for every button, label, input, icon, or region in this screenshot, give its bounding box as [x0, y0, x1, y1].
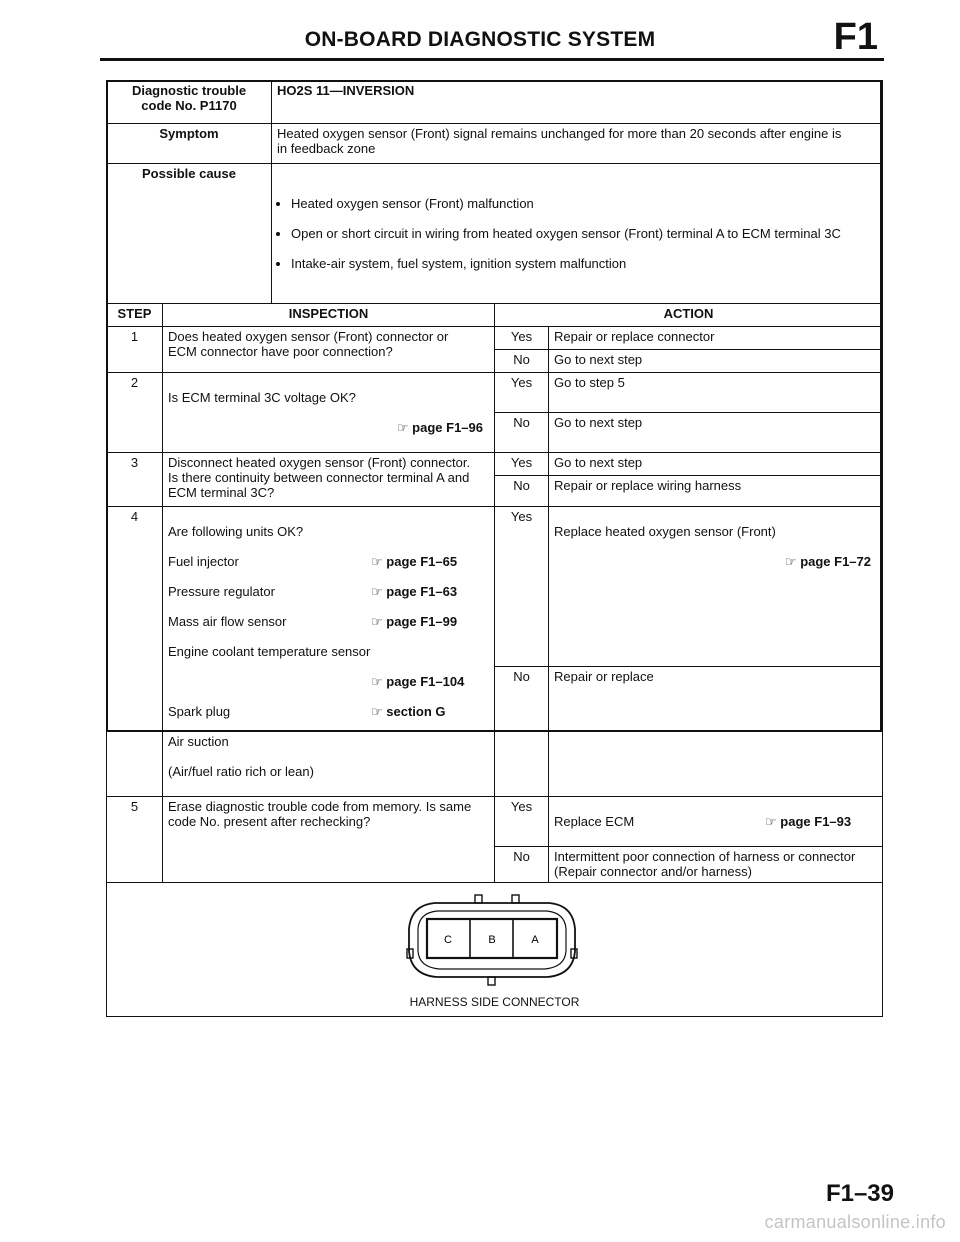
reference-text: page F1–96 — [412, 420, 483, 435]
no-label: No — [495, 350, 549, 373]
terminal-a-label: A — [531, 934, 539, 946]
yes-label: Yes — [495, 373, 549, 413]
cause-item: • Intake-air system, fuel system, ignition system malfunction — [291, 256, 877, 271]
reference-text: page F1–93 — [780, 814, 852, 829]
inspection-text: Are following units OK? — [168, 524, 304, 539]
reference-icon: ☞ — [371, 554, 383, 569]
reference-icon: ☞ — [371, 674, 383, 689]
reference-icon: ☞ — [371, 614, 383, 629]
yes-action: Replace ECM — [554, 814, 635, 829]
no-label: No — [495, 476, 549, 507]
step-number: 1 — [107, 327, 163, 373]
no-label: No — [495, 413, 549, 453]
inspection-text: Erase diagnostic trouble code from memory. Is same code No. present after rechecking? — [163, 797, 495, 883]
header-rule — [100, 58, 884, 61]
yes-action-line — [554, 814, 877, 829]
reference-text: page F1–99 — [386, 614, 458, 629]
step-row — [107, 797, 883, 847]
reference-icon: ☞ — [396, 420, 409, 435]
step-column-header: STEP — [107, 304, 163, 327]
reference-icon: ☞ — [784, 554, 797, 569]
lock-tab — [475, 895, 482, 903]
page-title: ON-BOARD DIAGNOSTIC SYSTEM — [304, 28, 656, 51]
no-action: Go to next step — [549, 350, 883, 373]
inspection-text: Disconnect heated oxygen sensor (Front) connector. Is there continuity between connector terminal A and ECM terminal 3C? — [163, 453, 495, 507]
yes-label: Yes — [495, 453, 549, 476]
possible-cause-label: Possible cause — [107, 164, 272, 304]
watermark-url: carmanualsonline.info — [764, 1212, 946, 1232]
yes-action: Go to step 5 — [549, 373, 883, 413]
unit-name: (Air/fuel ratio rich or lean) — [168, 764, 314, 779]
bottom-tab — [488, 977, 495, 985]
yes-action: Repair or replace connector — [549, 327, 883, 350]
reference-icon: ☞ — [371, 704, 383, 719]
reference-icon: ☞ — [371, 584, 383, 599]
unit-name: Engine coolant temperature sensor — [168, 644, 371, 659]
no-label: No — [495, 667, 549, 797]
table-outer-frame — [106, 80, 882, 732]
no-label: No — [495, 847, 549, 883]
unit-name: Spark plug — [168, 704, 231, 719]
dtc-value: HO2S 11—INVERSION — [272, 81, 883, 124]
inspection-text: Does heated oxygen sensor (Front) connector or ECM connector have poor connection? — [163, 327, 495, 373]
yes-label: Yes — [495, 507, 549, 667]
connector-diagram-cell — [107, 883, 883, 1017]
step-number: 4 — [107, 507, 163, 797]
step-number: 5 — [107, 797, 163, 883]
yes-action-cell — [549, 797, 883, 847]
page-number: F1–39 — [825, 1180, 894, 1207]
unit-name: Air suction — [168, 734, 229, 749]
reference-text: page F1–104 — [386, 674, 465, 689]
symptom-value: Heated oxygen sensor (Front) signal remains unchanged for more than 20 seconds after engine is in feedback zone — [272, 124, 883, 164]
reference-icon: ☞ — [765, 814, 777, 829]
no-action: Go to next step — [549, 413, 883, 453]
reference-text: section G — [386, 704, 446, 719]
terminal-c-label: C — [444, 934, 452, 946]
unit-name: Pressure regulator — [168, 584, 275, 599]
cause-item: • Open or short circuit in wiring from heated oxygen sensor (Front) terminal A to ECM terminal 3C — [291, 226, 877, 241]
yes-action: Replace heated oxygen sensor (Front) — [554, 524, 776, 539]
harness-connector-diagram — [397, 889, 587, 993]
connector-diagram-row — [107, 883, 883, 1017]
lock-tab — [512, 895, 519, 903]
action-column-header: ACTION — [495, 304, 883, 327]
inspection-text: Is ECM terminal 3C voltage OK? — [168, 390, 356, 405]
no-action: Intermittent poor connection of harness or connector (Repair connector and/or harness) — [549, 847, 883, 883]
no-action: Repair or replace wiring harness — [549, 476, 883, 507]
symptom-label: Symptom — [107, 124, 272, 164]
step-number: 3 — [107, 453, 163, 507]
yes-label: Yes — [495, 327, 549, 350]
terminal-b-label: B — [488, 934, 496, 946]
connector-caption: HARNESS SIDE CONNECTOR — [409, 995, 580, 1009]
inspection-column-header: INSPECTION — [163, 304, 495, 327]
cause-item: • Heated oxygen sensor (Front) malfunction — [291, 196, 877, 211]
reference-text: page F1–72 — [800, 554, 872, 569]
step-number: 2 — [107, 373, 163, 453]
dtc-label: Diagnostic trouble code No. P1170 — [107, 81, 272, 124]
yes-label: Yes — [495, 797, 549, 847]
no-action: Repair or replace — [549, 667, 883, 797]
yes-action: Go to next step — [549, 453, 883, 476]
unit-name: Mass air flow sensor — [168, 614, 287, 629]
page-reference — [765, 814, 877, 829]
reference-text: page F1–63 — [386, 584, 458, 599]
unit-name: Fuel injector — [168, 554, 239, 569]
section-code: F1 — [833, 16, 878, 58]
reference-text: page F1–65 — [386, 554, 458, 569]
